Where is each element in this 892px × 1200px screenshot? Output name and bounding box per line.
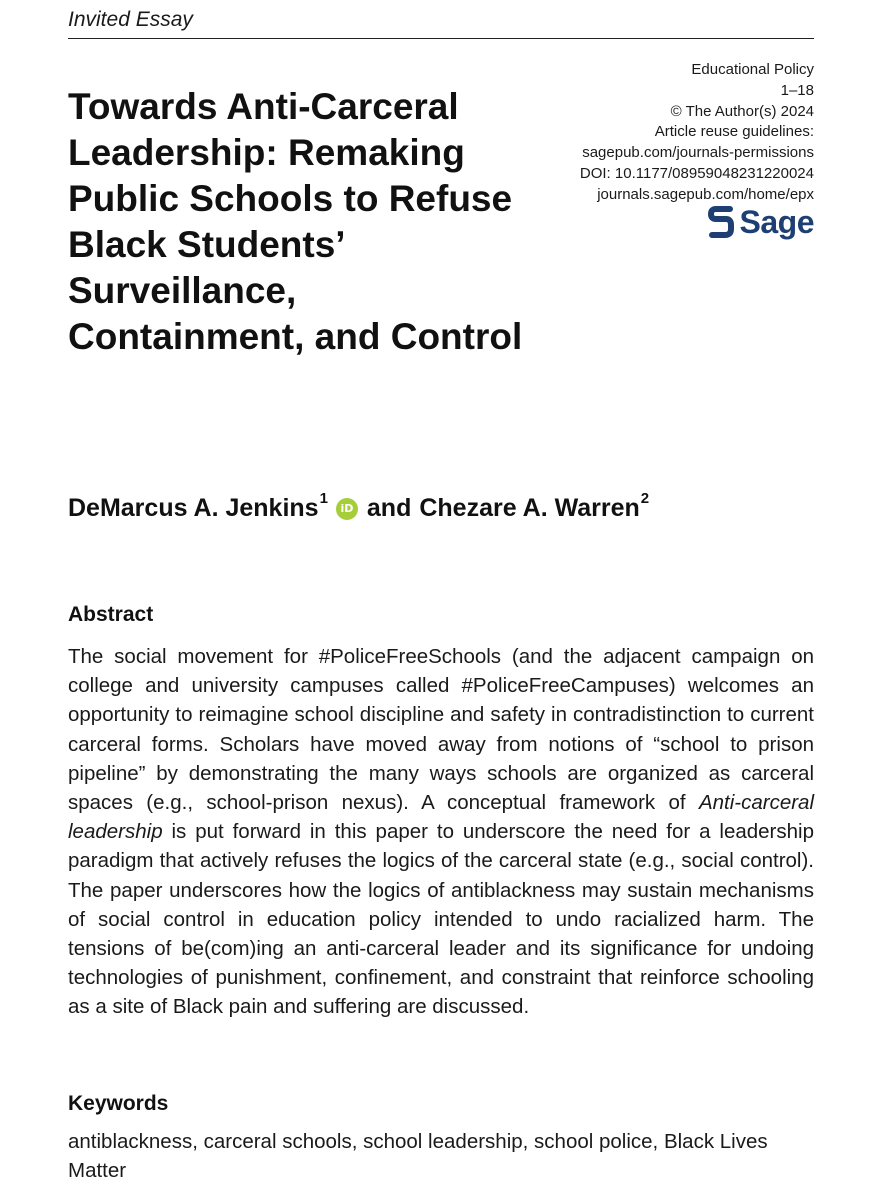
author-name: Chezare A. Warren bbox=[419, 494, 640, 522]
abstract-text: The social movement for #PoliceFreeSchools (and the adjacent campaign on college and university campuses called #PoliceFreeCampuses) welcomes an opportunity to reimagine school discipline and safety in contradistinction to current carceral forms. Scholars have moved away from notions of “school to prison pipeline” by demonstrating the many ways schools are organized as carceral spaces (e.g., school-prison nexus). A conceptual framework of bbox=[68, 645, 814, 815]
journal-name: Educational Policy bbox=[691, 61, 814, 78]
sage-s-icon bbox=[708, 205, 734, 239]
abstract-text: is put forward in this paper to underscore the need for a leadership paradigm that actively refuses the logics of the carceral state (e.g., social control). The paper underscores how the logics of antiblackness may sustain mechanisms of social control in education policy intended to undo racialized harm. The tensions of be(com)ing an anti-carceral leader and its significance for undoing technologies of punishment, confinement, and constraint that reinforce schooling as a site of Black pain and suffering are discussed. bbox=[68, 820, 814, 1019]
journal-link[interactable]: journals.sagepub.com/home/epx bbox=[597, 185, 814, 203]
page-range: 1–18 bbox=[780, 81, 814, 99]
affiliation-marker: 2 bbox=[640, 490, 650, 507]
permissions-link[interactable]: sagepub.com/journals-permissions bbox=[582, 144, 814, 162]
abstract-heading: Abstract bbox=[68, 603, 154, 626]
publisher-name: Sage bbox=[739, 203, 814, 240]
author-joiner: and bbox=[366, 494, 412, 522]
section-label: Invited Essay bbox=[68, 8, 193, 31]
orcid-icon[interactable]: iD bbox=[336, 498, 358, 520]
publisher-logo bbox=[708, 204, 814, 240]
keywords-list: antiblackness, carceral schools, school leadership, school police, Black Lives Matter bbox=[68, 1130, 768, 1183]
affiliation-marker: 1 bbox=[319, 490, 328, 507]
copyright: © The Author(s) 2024 bbox=[670, 102, 814, 120]
abstract-term: Anti-carceral leadership bbox=[68, 791, 815, 844]
author-line bbox=[68, 490, 650, 523]
abstract-body bbox=[68, 642, 814, 1022]
article-title: Towards Anti-Carceral Leadership: Remaking Public Schools to Refuse Black Students’ Surveillance, Containment, and Control bbox=[68, 86, 523, 357]
journal-metadata bbox=[580, 60, 814, 206]
reuse-guidelines: Article reuse guidelines: bbox=[654, 123, 814, 141]
header-rule bbox=[68, 38, 814, 39]
author-name: DeMarcus A. Jenkins bbox=[68, 494, 319, 522]
keywords-heading: Keywords bbox=[68, 1092, 169, 1115]
doi[interactable]: DOI: 10.1177/08959048231220024 bbox=[579, 164, 814, 182]
